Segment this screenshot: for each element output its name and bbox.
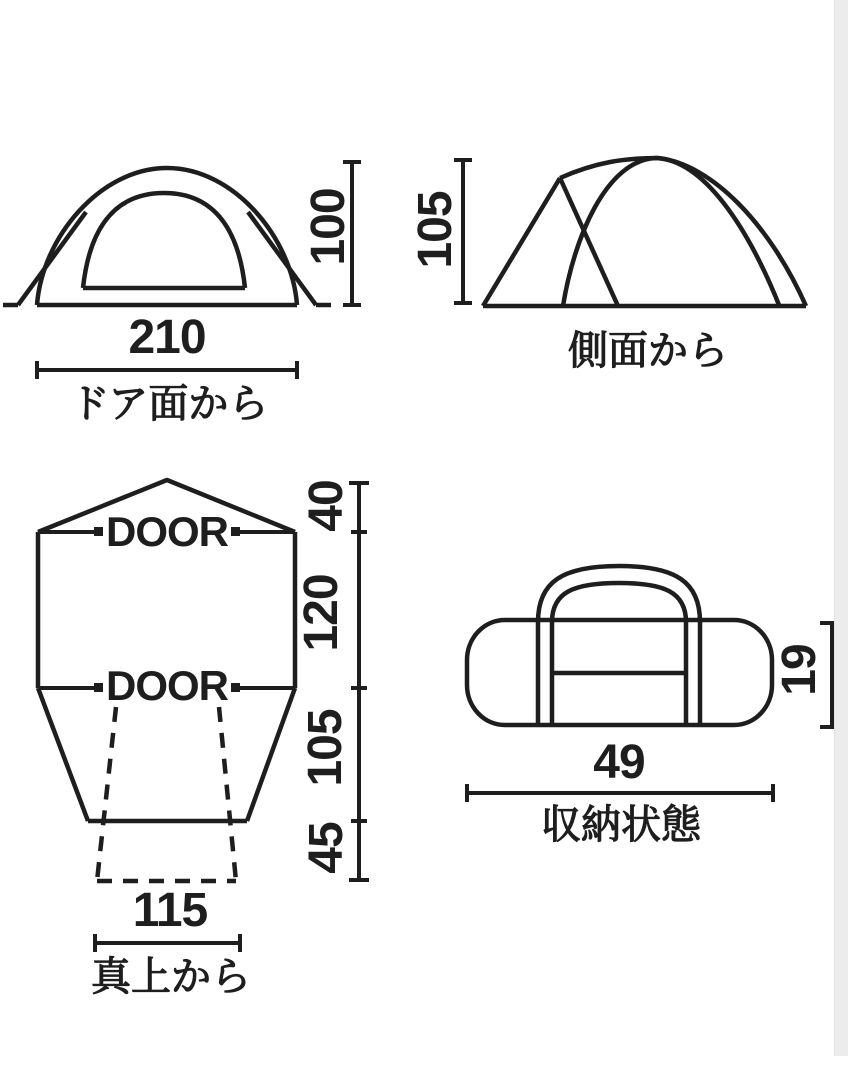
bag-handle-inner bbox=[552, 583, 686, 622]
top-width-dimension-label: 115 bbox=[132, 884, 208, 937]
page-edge-scrollbar[interactable] bbox=[834, 0, 848, 1056]
top-vestibule-dashed-outline bbox=[97, 707, 236, 881]
front-view-caption: ドア面から bbox=[69, 382, 269, 426]
side-inner-dome bbox=[563, 158, 779, 306]
front-dome-outline bbox=[37, 168, 297, 305]
bag-height-dimension-label: 19 bbox=[773, 644, 826, 696]
top-taper-right bbox=[247, 688, 295, 821]
front-width-dimension-label: 210 bbox=[128, 311, 206, 364]
side-height-dimension-label: 105 bbox=[409, 191, 462, 269]
top-segment-105-label: 105 bbox=[299, 709, 352, 787]
top-door-top-label: DOOR bbox=[106, 508, 228, 555]
top-segment-45-label: 45 bbox=[300, 822, 353, 874]
front-door-arch bbox=[83, 193, 245, 288]
storage-bag-caption: 収納状態 bbox=[541, 803, 701, 847]
top-door-bottom-label: DOOR bbox=[106, 662, 228, 709]
side-view-caption: 側面から bbox=[568, 329, 728, 373]
front-guy-line-left bbox=[18, 212, 86, 305]
bag-width-dimension-label: 49 bbox=[593, 736, 645, 789]
side-vestibule-slope bbox=[483, 178, 560, 306]
top-segment-40-label: 40 bbox=[300, 480, 353, 532]
front-height-dimension-label: 100 bbox=[302, 188, 355, 266]
top-length-dimension-line bbox=[349, 483, 369, 880]
top-taper-left bbox=[38, 688, 88, 821]
top-segment-120-label: 120 bbox=[295, 574, 348, 652]
top-view-caption: 真上から bbox=[91, 955, 251, 999]
side-view-tent-drawing bbox=[454, 158, 806, 306]
